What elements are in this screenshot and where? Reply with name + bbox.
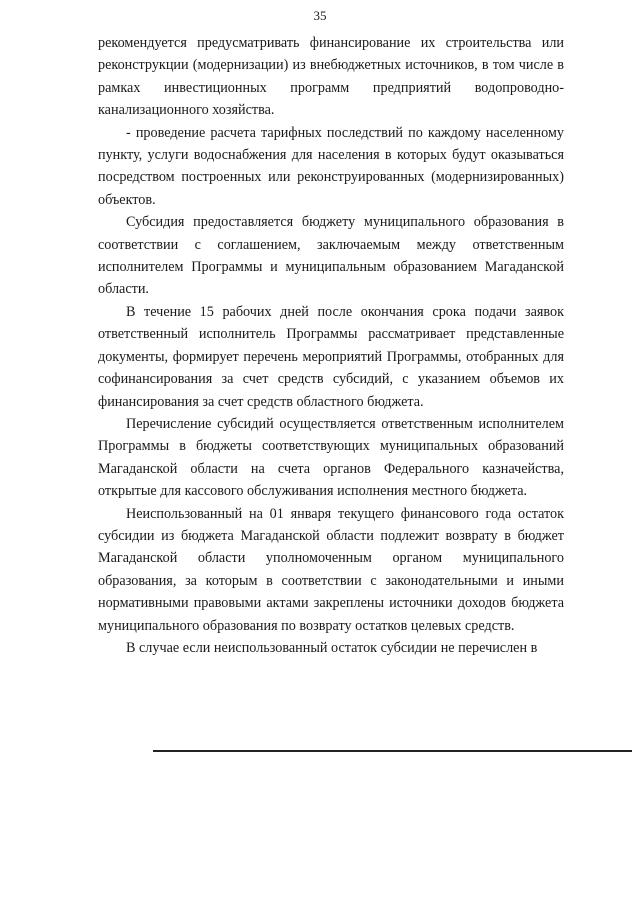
paragraph-unused-balance: Неиспользованный на 01 января текущего финансового года остаток субсидии из бюджета Магаданской области подлежит возврату в бюджет Магаданской области уполномоченным органом муниципального образования, за которым в соответствии с законодательными и иными нормативными правовыми актами закреплены источники доходов бюджета муниципального образования по возврату остатков целевых средств.: [98, 505, 564, 634]
footer-divider: [153, 750, 632, 752]
paragraph-application-review: В течение 15 рабочих дней после окончания срока подачи заявок ответственный исполнитель Программы рассматривает представленные документы, формирует перечень мероприятий Программы, отобранных для софинансирования за счет средств субсидий, с указанием объемов их финансирования за счет средств областного бюджета.: [98, 303, 564, 410]
body-text: [98, 32, 564, 659]
paragraph-tariff-consequences: - проведение расчета тарифных последствий по каждому населенному пункту, услуги водоснабжения для населения в которых будут оказываться посредством построенных или реконструированных (модернизированных) объектов.: [98, 124, 564, 208]
paragraph-unreturned-balance: В случае если неиспользованный остаток субсидии не перечислен в: [126, 639, 538, 656]
page-number: 35: [313, 8, 327, 23]
paragraph-subsidy-agreement: Субсидия предоставляется бюджету муниципального образования в соответствии с соглашением, заключаемым между ответственным исполнителем Программы и муниципальным образованием Магаданской области.: [98, 214, 564, 298]
paragraph-continuation: рекомендуется предусматривать финансирование их строительства или реконструкции (модернизации) из внебюджетных источников, в том числе в рамках инвестиционных программ предприятий водопроводно-канализационного хозяйства.: [98, 35, 564, 119]
paragraph-subsidy-transfer: Перечисление субсидий осуществляется ответственным исполнителем Программы в бюджеты соответствующих муниципальных образований Магаданской области на счета органов Федерального казначейства, открытые для кассового обслуживания исполнения местного бюджета.: [98, 415, 564, 500]
